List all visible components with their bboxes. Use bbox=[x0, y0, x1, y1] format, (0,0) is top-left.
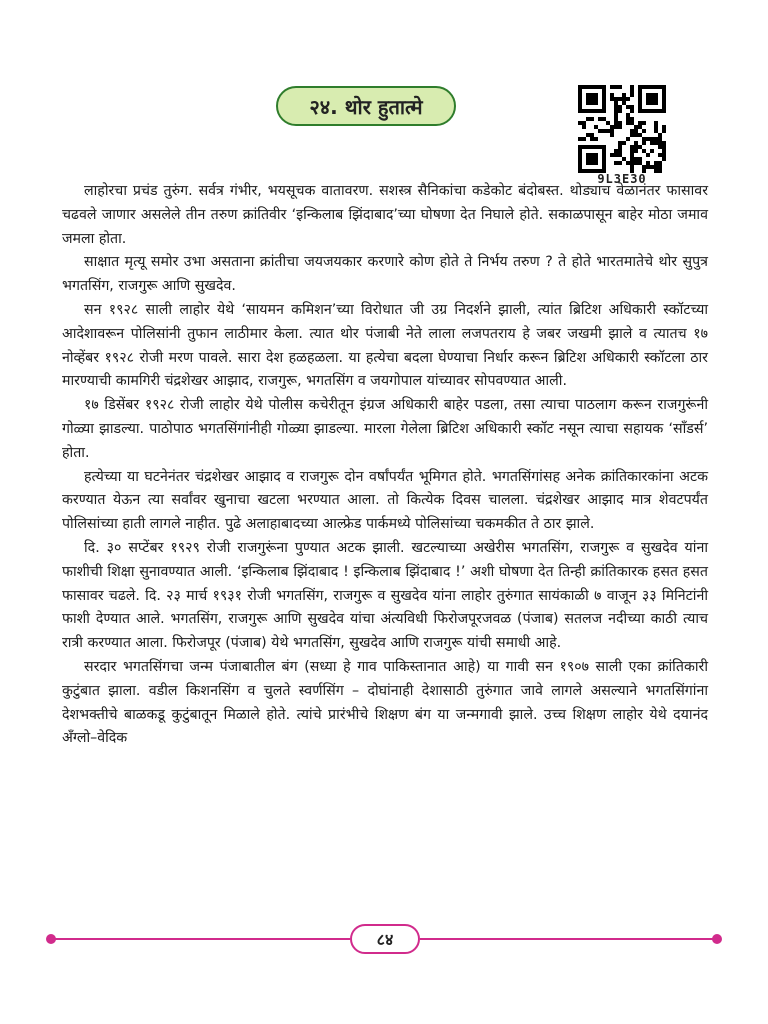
paragraph: सन १९२८ साली लाहोर येथे ‘सायमन कमिशन’च्या विरोधात जी उग्र निदर्शने झाली, त्यांत ब्रिटिश अधिकारी स्कॉटच्या आदेशावरून पोलिसांनी तुफान लाठीमार केला. त्यात थोर पंजाबी नेते लाला लजपतराय हे जबर जखमी झाले व त्यातच १७ नोव्हेंबर १९२८ रोजी मरण पावले. सारा देश हळहळला. या हत्येचा बदला घेण्याचा निर्धार करून ब्रिटिश अधिकारी स्कॉटला ठार मारण्याची कामगिरी चंद्रशेखर आझाद, राजगुरू, भगतसिंग व जयगोपाल यांच्यावर सोपवण्यात आली. bbox=[62, 301, 708, 390]
footer-dot-right bbox=[712, 934, 722, 944]
paragraph: दि. ३० सप्टेंबर १९२९ रोजी राजगुरूंना पुण्यात अटक झाली. खटल्याच्या अखेरीस भगतसिंग, राजगुरू व सुखदेव यांना फाशीची शिक्षा सुनावण्यात आली. ‘इन्किलाब झिंदाबाद ! इन्किलाब झिंदाबाद !’ अशी घोषणा देत तिन्ही क्रांतिकारक हसत हसत फासावर चढले. दि. २३ मार्च १९३१ रोजी भगतसिंग, राजगुरू व सुखदेव यांना लाहोर तुरुंगात सायंकाळी ७ वाजून ३३ मिनिटांनी फाशी देण्यात आले. भगतसिंग, राजगुरू आणि सुखदेव यांचा अंत्यविधी फिरोजपूरजवळ (पंजाब) सतलज नदीच्या काठी त्याच रात्री करण्यात आला. फिरोजपूर (पंजाब) येथे भगतसिंग, सुखदेव आणि राजगुरू यांची समाधी आहे. bbox=[62, 539, 708, 652]
paragraph: साक्षात मृत्यू समोर उभा असताना क्रांतीचा जयजयकार करणारे कोण होते ते निर्भय तरुण ? ते होते भारतमातेचे थोर सुपुत्र भगतसिंग, राजगुरू आणि सुखदेव. bbox=[62, 254, 708, 295]
page-number: ८४ bbox=[350, 924, 420, 954]
paragraph: लाहोरचा प्रचंड तुरुंग. सर्वत्र गंभीर, भयसूचक वातावरण. सशस्त्र सैनिकांचा कडेकोट बंदोबस्त. थोड्याच वेळानंतर फासावर चढवले जाणार असलेले तीन तरुण क्रांतिवीर ‘इन्किलाब झिंदाबाद’च्या घोषणा देत निघाले होते. सकाळपासून बाहेर मोठा जमाव जमला होता. bbox=[62, 183, 708, 247]
qr-code-label: 9L3E30 bbox=[597, 172, 647, 186]
paragraph: सरदार भगतसिंगचा जन्म पंजाबातील बंग (सध्या हे गाव पाकिस्तानात आहे) या गावी सन १९०७ साली एका क्रांतिकारी कुटुंबात झाला. वडील किशनसिंग व चुलते स्वर्णसिंग – दोघांनाही देशासाठी तुरुंगात जावे लागले असल्याने भगतसिंगांना देशभक्तीचे बाळकडू कुटुंबातून मिळाले होते. त्यांचे प्रारंभीचे शिक्षण बंग या जन्मगावी झाले. उच्च शिक्षण लाहोर येथे दयानंद अँग्लो–वेदिक bbox=[62, 658, 708, 747]
paragraph: हत्येच्या या घटनेनंतर चंद्रशेखर आझाद व राजगुरू दोन वर्षांपर्यंत भूमिगत होते. भगतसिंगांसह अनेक क्रांतिकारकांना अटक करण्यात येऊन त्या सर्वांवर खुनाचा खटला भरण्यात आला. तो कित्येक दिवस चालला. चंद्रशेखर आझाद मात्र शेवटपर्यंत पोलिसांच्या हाती लागले नाहीत. पुढे अलाहाबादच्या आल्फ्रेड पार्कमध्ये पोलिसांच्या चकमकीत ते ठार झाले. bbox=[62, 468, 708, 533]
page-footer bbox=[46, 924, 722, 954]
qr-code-icon[interactable] bbox=[578, 85, 666, 173]
footer-rule-left bbox=[54, 938, 350, 940]
footer-rule-right bbox=[420, 938, 714, 940]
chapter-title: २४. थोर हुतात्मे bbox=[276, 86, 456, 126]
chapter-body bbox=[62, 180, 708, 751]
paragraph: १७ डिसेंबर १९२८ रोजी लाहोर येथे पोलीस कचेरीतून इंग्रज अधिकारी बाहेर पडला, तसा त्याचा पाठलाग करून राजगुरूंनी गोळ्या झाडल्या. पाठोपाठ भगतसिंगांनीही गोळ्या झाडल्या. मारला गेलेला ब्रिटिश अधिकारी स्कॉट नसून त्याचा सहायक ‘साँडर्स’ होता. bbox=[62, 397, 708, 461]
